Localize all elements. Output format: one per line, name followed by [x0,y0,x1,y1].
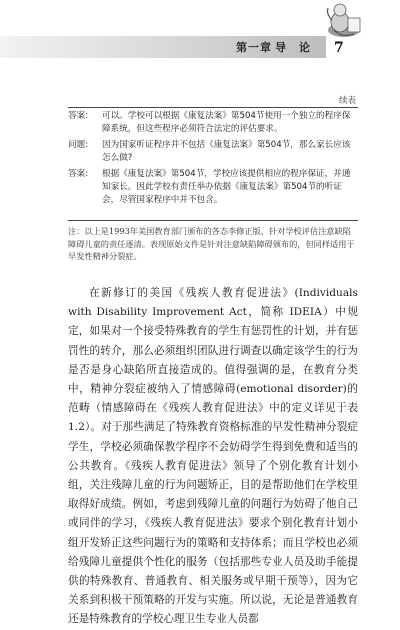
qa-label: 答案: [68,169,89,179]
table-note: 注：以上是1993年美国教育部门颁布的各态李修正版，针对学校评估注意缺陷障碍儿童的责任逐清。表现原始文件是针对注意缺陷障碍颁布的，但同样适用于早发性精神分裂症。 [68,226,355,261]
chapter-title: 导 论 [275,41,311,54]
body-text [68,284,358,630]
qa-row [68,110,358,136]
chapter-label: 第一章 [236,41,272,54]
qa-row [68,139,358,165]
body-paragraph: 在新修订的美国《残疾人教育促进法》(Individuals with Disability Improvement Act，简称 IDEIA）中规定，如果对一个接受特殊教育的学生有惩罚性的计划，并有惩罚性的转介，那么必须组织团队进行调查以确定该学生的行为是否是身心缺陷所直接造成的。值得强调的是，在教育分类中，精神分裂症被纳入了情感障碍(emotional disorder)的范畴（情感障碍在《残疾人教育促进法》中的定义详见于表1.2）。对于那些满足了特殊教育资格标准的早发性精神分裂症学生，学校必须确保教学程序不会妨碍学生得到免费和适当的公共教育。《残疾人教育促进法》领导了个别化教育计划小组，关注残障儿童的行为问题矫正，目的是帮助他们在学校里取得好成绩。例如，考虑到残障儿童的问题行为妨碍了他自己或同伴的学习，《残疾人教育促进法》要求个别化教育计划小组开发矫正这些问题行为的策略和支持体系；而且学校也必须给残障儿童提供个性化的服务（包括那些专业人员及助手能提供的特殊教育、普通教育、相关服务或早期干预等），因为它关系到积极干预策略的开发与实施。所以说，无论是普通教育还是特殊教育的学校心理卫生专业人员都 [68,287,358,626]
page-number: 7 [334,40,344,56]
mascot-illustration [318,0,368,40]
table-top-rule [68,107,358,108]
qa-text: 因为国家听证程序并不包括《康复法案》第504节，那么家长应该怎么做? [102,140,351,163]
continued-label: 续表 [339,96,357,106]
qa-label: 答案: [68,111,89,121]
running-header [236,39,311,55]
qa-row [68,168,358,207]
qa-text: 根据《康复法案》第504节，学校应该提供相应的程序保证，并通知家长。因此学校有责任举办依据《康复法案》第504节的听证会，尽管国家程序中并不包含。 [102,169,351,205]
qa-label: 问题: [68,140,89,150]
table-bottom-rule [68,220,358,221]
qa-text: 可以。学校可以根据《康复法案》第504节使用一个独立的程序保障系统，但这些程序必须符合法定的评估要求。 [102,111,351,134]
